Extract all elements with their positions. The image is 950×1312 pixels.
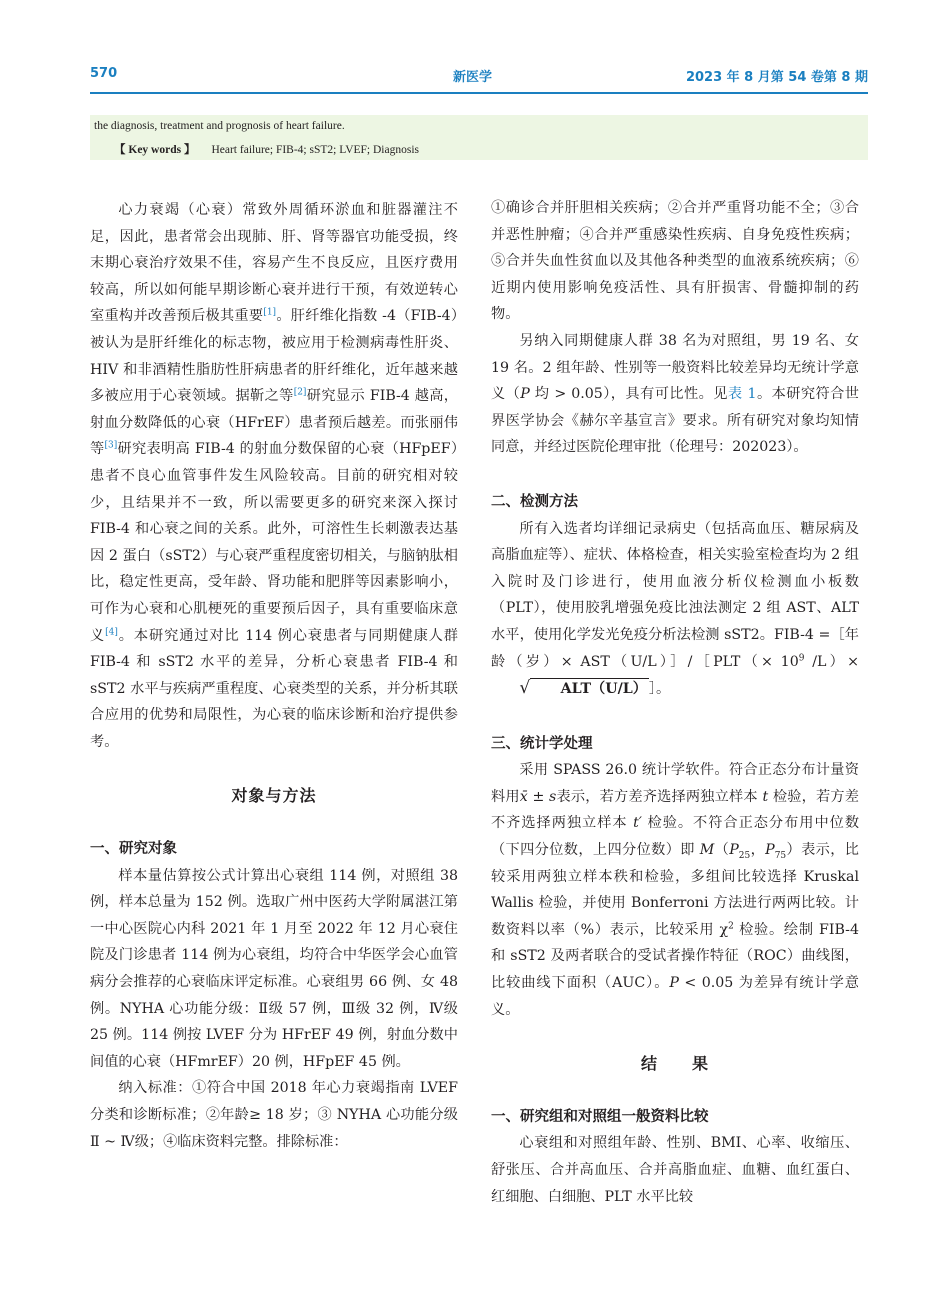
subjects-paragraph: 样本量估算按公式计算出心衰组 114 例，对照组 38 例，样本总量为 152 例。选取广州中医药大学附属湛江第一中心医院心内科 2021 年 1 月至 2022 年 12 月心衰住院及门诊患者 114 例为心衰组，均符合中华医学会心血管病分会推荐的心衰临床评定标准。心衰组男 66 例、女 48 例。NYHA 心功能分级：Ⅱ级 57 例，Ⅲ级 32 例，Ⅳ级 25 例。114 例按 LVEF 分为 HFrEF 49 例，射血分数中间值的心衰（HFmrEF）20 例，HFpEF 45 例。 [90, 867, 458, 1070]
general-data-heading: 一、研究组和对照组一般资料比较 [491, 1108, 709, 1125]
right-column [491, 195, 859, 1210]
general-data-paragraph: 心衰组和对照组年龄、性别、BMI、心率、收缩压、舒张压、合并高血压、合并高脂血症、血糖、血红蛋白、红细胞、白细胞、PLT 水平比较 [491, 1135, 859, 1205]
citation-1[interactable]: [1] [263, 307, 277, 318]
keywords-line [114, 141, 419, 157]
citation-2[interactable]: [2] [293, 387, 307, 398]
statistics-paragraph: 采用 SPASS 26.0 统计学软件。符合正态分布计量资料用x̄ ± s表示，若方差齐选择两独立样本 t 检验，若方差不齐选择两独立样本 t′ 检验。不符合正态分布用中位数（下四分位数，上四分位数）即 $M(P_{25}$，$P_{75}$）表示，比较采用两独立样本秩和检验，多组间比较选择 Kruskal Wallis 检验，并使用 Bonferroni 方法进行两两比较。计数资料以率（%）表示，比较采用 $\chi^2$ 检验。绘制 FIB-4 和 sST2 及两者联合的受试者操作特征（ROC）曲线图，比较曲线下面积（AUC）。P < 0.05 为差异有统计学意义。 [491, 762, 860, 1018]
subjects-heading: 一、研究对象 [90, 841, 177, 858]
criteria-paragraph: 纳入标准：①符合中国 2018 年心力衰竭指南 LVEF 分类和诊断标准；②年龄≥ 18 岁；③ NYHA 心功能分级Ⅱ ~ Ⅳ级；④临床资料完整。排除标准： [90, 1080, 458, 1150]
sqrt-formula: √ ALT（U/L） [519, 678, 647, 699]
journal-title: 新医学 [453, 70, 493, 85]
results-heading: 结 果 [640, 1054, 709, 1074]
keywords-text: Heart failure; FIB-4; sST2; LVEF; Diagnosis [211, 144, 419, 156]
header-rule [90, 92, 868, 94]
detection-heading: 二、检测方法 [491, 493, 578, 510]
citation-4[interactable]: [4] [105, 626, 118, 637]
statistics-heading: 三、统计学处理 [491, 735, 593, 752]
abstract-tail-line: the diagnosis, treatment and prognosis of heart failure. [94, 120, 345, 132]
detection-paragraph: 所有入选者均详细记录病史（包括高血压、糖尿病及高脂血症等）、症状、体格检查，相关实验室检查均为 2 组入院时及门诊进行，使用血液分析仪检测血小板数（PLT），使用胶乳增强免疫比浊法测定 2 组 AST、ALT 水平，使用化学发光免疫分析法检测 sST2。FIB-4 =［年龄（岁）× AST（U/L）］/［PLT（× $10^9$ /L）× √ ALT（U/L） ］。 [491, 516, 859, 703]
keywords-label: 【 Key words 】 [114, 144, 196, 156]
methods-heading: 对象与方法 [231, 786, 317, 806]
intro-paragraph: 心力衰竭（心衰）常致外周循环淤血和脏器灌注不足，因此，患者常会出现肺、肝、肾等器官功能受损，终末期心衰治疗效果不佳，容易产生不良反应，且医疗费用较高，所以如何能早期诊断心衰并进行干预，有效逆转心室重构并改善预后极其重要[1]。肝纤维化指数 -4（FIB-4）被认为是肝纤维化的标志物，被应用于检测病毒性肝炎、HIV 和非酒精性脂肪性肝病患者的肝纤维化，近年越来越多被应用于心衰领域。据靳之等[2]研究显示 FIB-4 越高，射血分数降低的心衰（HFrEF）患者预后越差。而张丽伟等[3]研究表明高 FIB-4 的射血分数保留的心衰（HFpEF）患者不良心血管事件发生风险较高。目前的研究相对较少，且结果并不一致，所以需要更多的研究来深入探讨 FIB-4 和心衰之间的关系。此外，可溶性生长刺激表达基因 2 蛋白（sST2）与心衰严重程度密切相关，与脑钠肽相比，稳定性更高，受年龄、肾功能和肥胖等因素影响小，可作为心衰和心肌梗死的重要预后因子，具有重要临床意义[4]。本研究通过对比 114 例心衰患者与同期健康人群 FIB-4 和 sST2 水平的差异，分析心衰患者 FIB-4 和 sST2 水平与疾病严重程度、心衰类型的关系，并分析其联合应用的优势和局限性，为心衰的临床诊断和治疗提供参考。 [90, 202, 458, 750]
page-number: 570 [90, 66, 118, 81]
table-1-link[interactable]: 表 1 [727, 386, 757, 403]
criteria-continued: ①确诊合并肝胆相关疾病；②合并严重肾功能不全；③合并恶性肿瘤；④合并严重感染性疾病、自身免疫性疾病；⑤合并失血性贫血以及其他各种类型的血液系统疾病；⑥近期内使用影响免疫活性、具有肝损害、骨髓抑制的药物。 [491, 200, 859, 323]
control-group-paragraph: 另纳入同期健康人群 38 名为对照组，男 19 名、女 19 名。2 组年龄、性别等一般资料比较差异均无统计学意义（P 均 > 0.05），具有可比性。见表 1。本研究符合世界医学协会《赫尔辛基宣言》要求。所有研究对象均知情同意，并经过医院伦理审批（伦理号：202023）。 [491, 332, 859, 456]
left-column [90, 197, 458, 1155]
citation-3[interactable]: [3] [104, 440, 118, 451]
issue-info: 2023 年 8 月第 54 卷第 8 期 [685, 70, 868, 85]
